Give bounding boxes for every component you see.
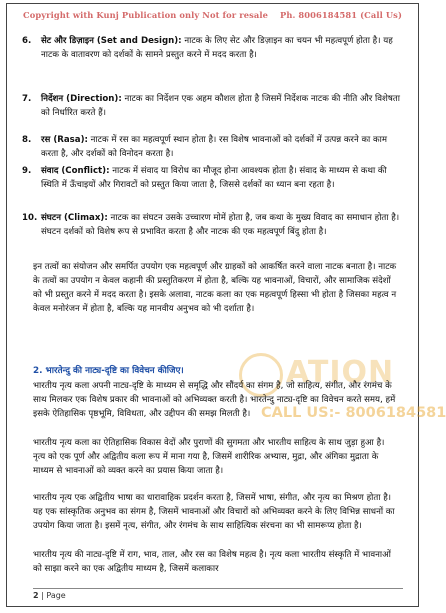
- page-footer: [33, 588, 403, 600]
- item-number: 10.: [22, 213, 38, 223]
- intro-paragraph: इन तत्वों का संयोजन और समर्पित उपयोग एक महत्वपूर्ण और ग्राहकों को आकर्षित करने वाला नाटक बनाता है। नाटक के तत्वों का उपयोग न केवल कहानी की प्रस्तुतिकरण में होता है, बल्कि यह भावनाओं, विचारों, और सामाजिक संदेशों को भी प्रस्तुत करने में मदद करता है। इसके अलावा, नाटक कला का एक महत्वपूर्ण हिस्सा भी होता है जिसका महत्व न केवल मनोरंजन में होता है, बल्कि यह मानवीय अनुभव को भी दर्शाता है।: [33, 262, 397, 314]
- list-item: [22, 34, 401, 62]
- item-number: 8.: [22, 135, 32, 145]
- document-page: [6, 3, 446, 607]
- item-number: 9.: [22, 166, 32, 176]
- item-term: निर्देशन (Direction):: [41, 94, 122, 104]
- item-term: संवाद (Conflict):: [41, 166, 110, 176]
- section-heading: 2. भारतेन्दु की नाट्य-दृष्टि का विवेचन कीजिए।: [33, 366, 184, 376]
- item-term: रस (Rasa):: [41, 135, 88, 145]
- item-description: नाटक का निर्देशन एक अहम कौशल होता है जिसमें निर्देशक नाटक की नीति और विशेषता को निर्धारित करते हैं।: [41, 94, 400, 118]
- list-item: [22, 133, 401, 161]
- body-paragraph: भारतीय नृत्य एक अद्वितीय भाषा का धारावाहिक प्रदर्शन करता है, जिसमें भाषा, संगीत, और नृत्य का मिश्रण होता है। यह एक सांस्कृतिक अनुभव का संगम है, जिसमें भावनाओं और विचारों को अभिव्यक्त करने के लिए विभिन्न साधनों का उपयोग किया जाता है। इसमें नृत्य, संगीत, और रंगमंच के साथ साहित्यिक संरचना का भी सामरूप्य होता है।: [33, 493, 395, 531]
- list-item: [22, 211, 401, 239]
- item-term: सेट और डिज़ाइन (Set and Design):: [41, 36, 182, 46]
- copyright-text: Copyright with Kunj Publication only Not for resale: [23, 10, 268, 20]
- item-description: नाटक का संघटन उसके उच्चारण मोमें होता है, जब कथा के मुख्य विवाद का समाधान होता है। संघटन दर्शकों को विशेष रूप से प्रभावित करता है और नाटक की एक महत्वपूर्ण बिंदु होता है।: [41, 213, 400, 237]
- item-number: 6.: [22, 36, 32, 46]
- body-paragraph: भारतीय नृत्य कला का ऐतिहासिक विकास वेदों और पुराणों की सुगमता और भारतीय साहित्य के साथ जुड़ा हुआ है। नृत्य को एक पूर्ण और अद्वितीय कला रूप में माना गया है, जिसमें शारीरिक अभ्यास, मुद्रा, और अंगिका मुद्राता के माध्यम से भावनाओं को व्यक्त करने का प्रयास किया जाता है।: [33, 438, 385, 476]
- body-paragraph: भारतीय नृत्य की नाट्य-दृष्टि में राग, भाव, ताल, और रस का विशेष महत्व है। नृत्य कला भारतीय संस्कृति में भावनाओं को साझा करने का एक अद्वितीय माध्यम है, जिसमें कलाकार: [33, 550, 391, 574]
- item-description: नाटक के लिए सेट और डिज़ाइन का चयन भी महत्वपूर्ण होता है। यह नाटक के वातावरण को दर्शकों के सामने प्रस्तुत करने में मदद करता है।: [41, 36, 393, 60]
- item-term: संघटन (Climax):: [41, 213, 108, 223]
- page-label: Page: [46, 591, 66, 600]
- item-description: नाटक में रस का महत्वपूर्ण स्थान होता है। रस विशेष भावनाओं को दर्शकों में उत्पन्न करने का काम करता है, और दर्शकों को विनोदन करता है।: [41, 135, 387, 159]
- item-description: नाटक में संवाद या विरोध का मौजूद होना आवश्यक होता है। संवाद के माध्यम से कथा की स्थिति में ऊँचाइयों और गिरावटों को प्रस्तुत किया जाता है, जिससे दर्शकों का ध्यान बना रहता है।: [41, 166, 387, 190]
- body-paragraph: भारतीय नृत्य कला अपनी नाट्य-दृष्टि के माध्यम से समृद्धि और सौंदर्य का संगम है, जो साहित्य, संगीत, और रंगमंच के साथ मिलकर एक विशेष प्रकार की भावनाओं को अभिव्यक्त करती है। भारतेन्दु नाट्य-दृष्टि का विवेचन करते समय, हमें इसके ऐतिहासिक पृष्ठभूमि, विविधता, और उद्दीपन की समझ मिलती है।: [33, 381, 396, 419]
- list-item: [22, 92, 401, 120]
- list-item: [22, 164, 401, 192]
- watermark-call-text: CALL US:- 8006184581: [261, 405, 446, 421]
- phone-text: Ph. 8006184581 (Call Us): [279, 10, 402, 20]
- footer-separator: |: [38, 591, 47, 600]
- watermark-word: ATION: [286, 355, 395, 390]
- page-number: 2: [33, 591, 39, 600]
- item-number: 7.: [22, 94, 32, 104]
- copyright-header: [7, 10, 418, 20]
